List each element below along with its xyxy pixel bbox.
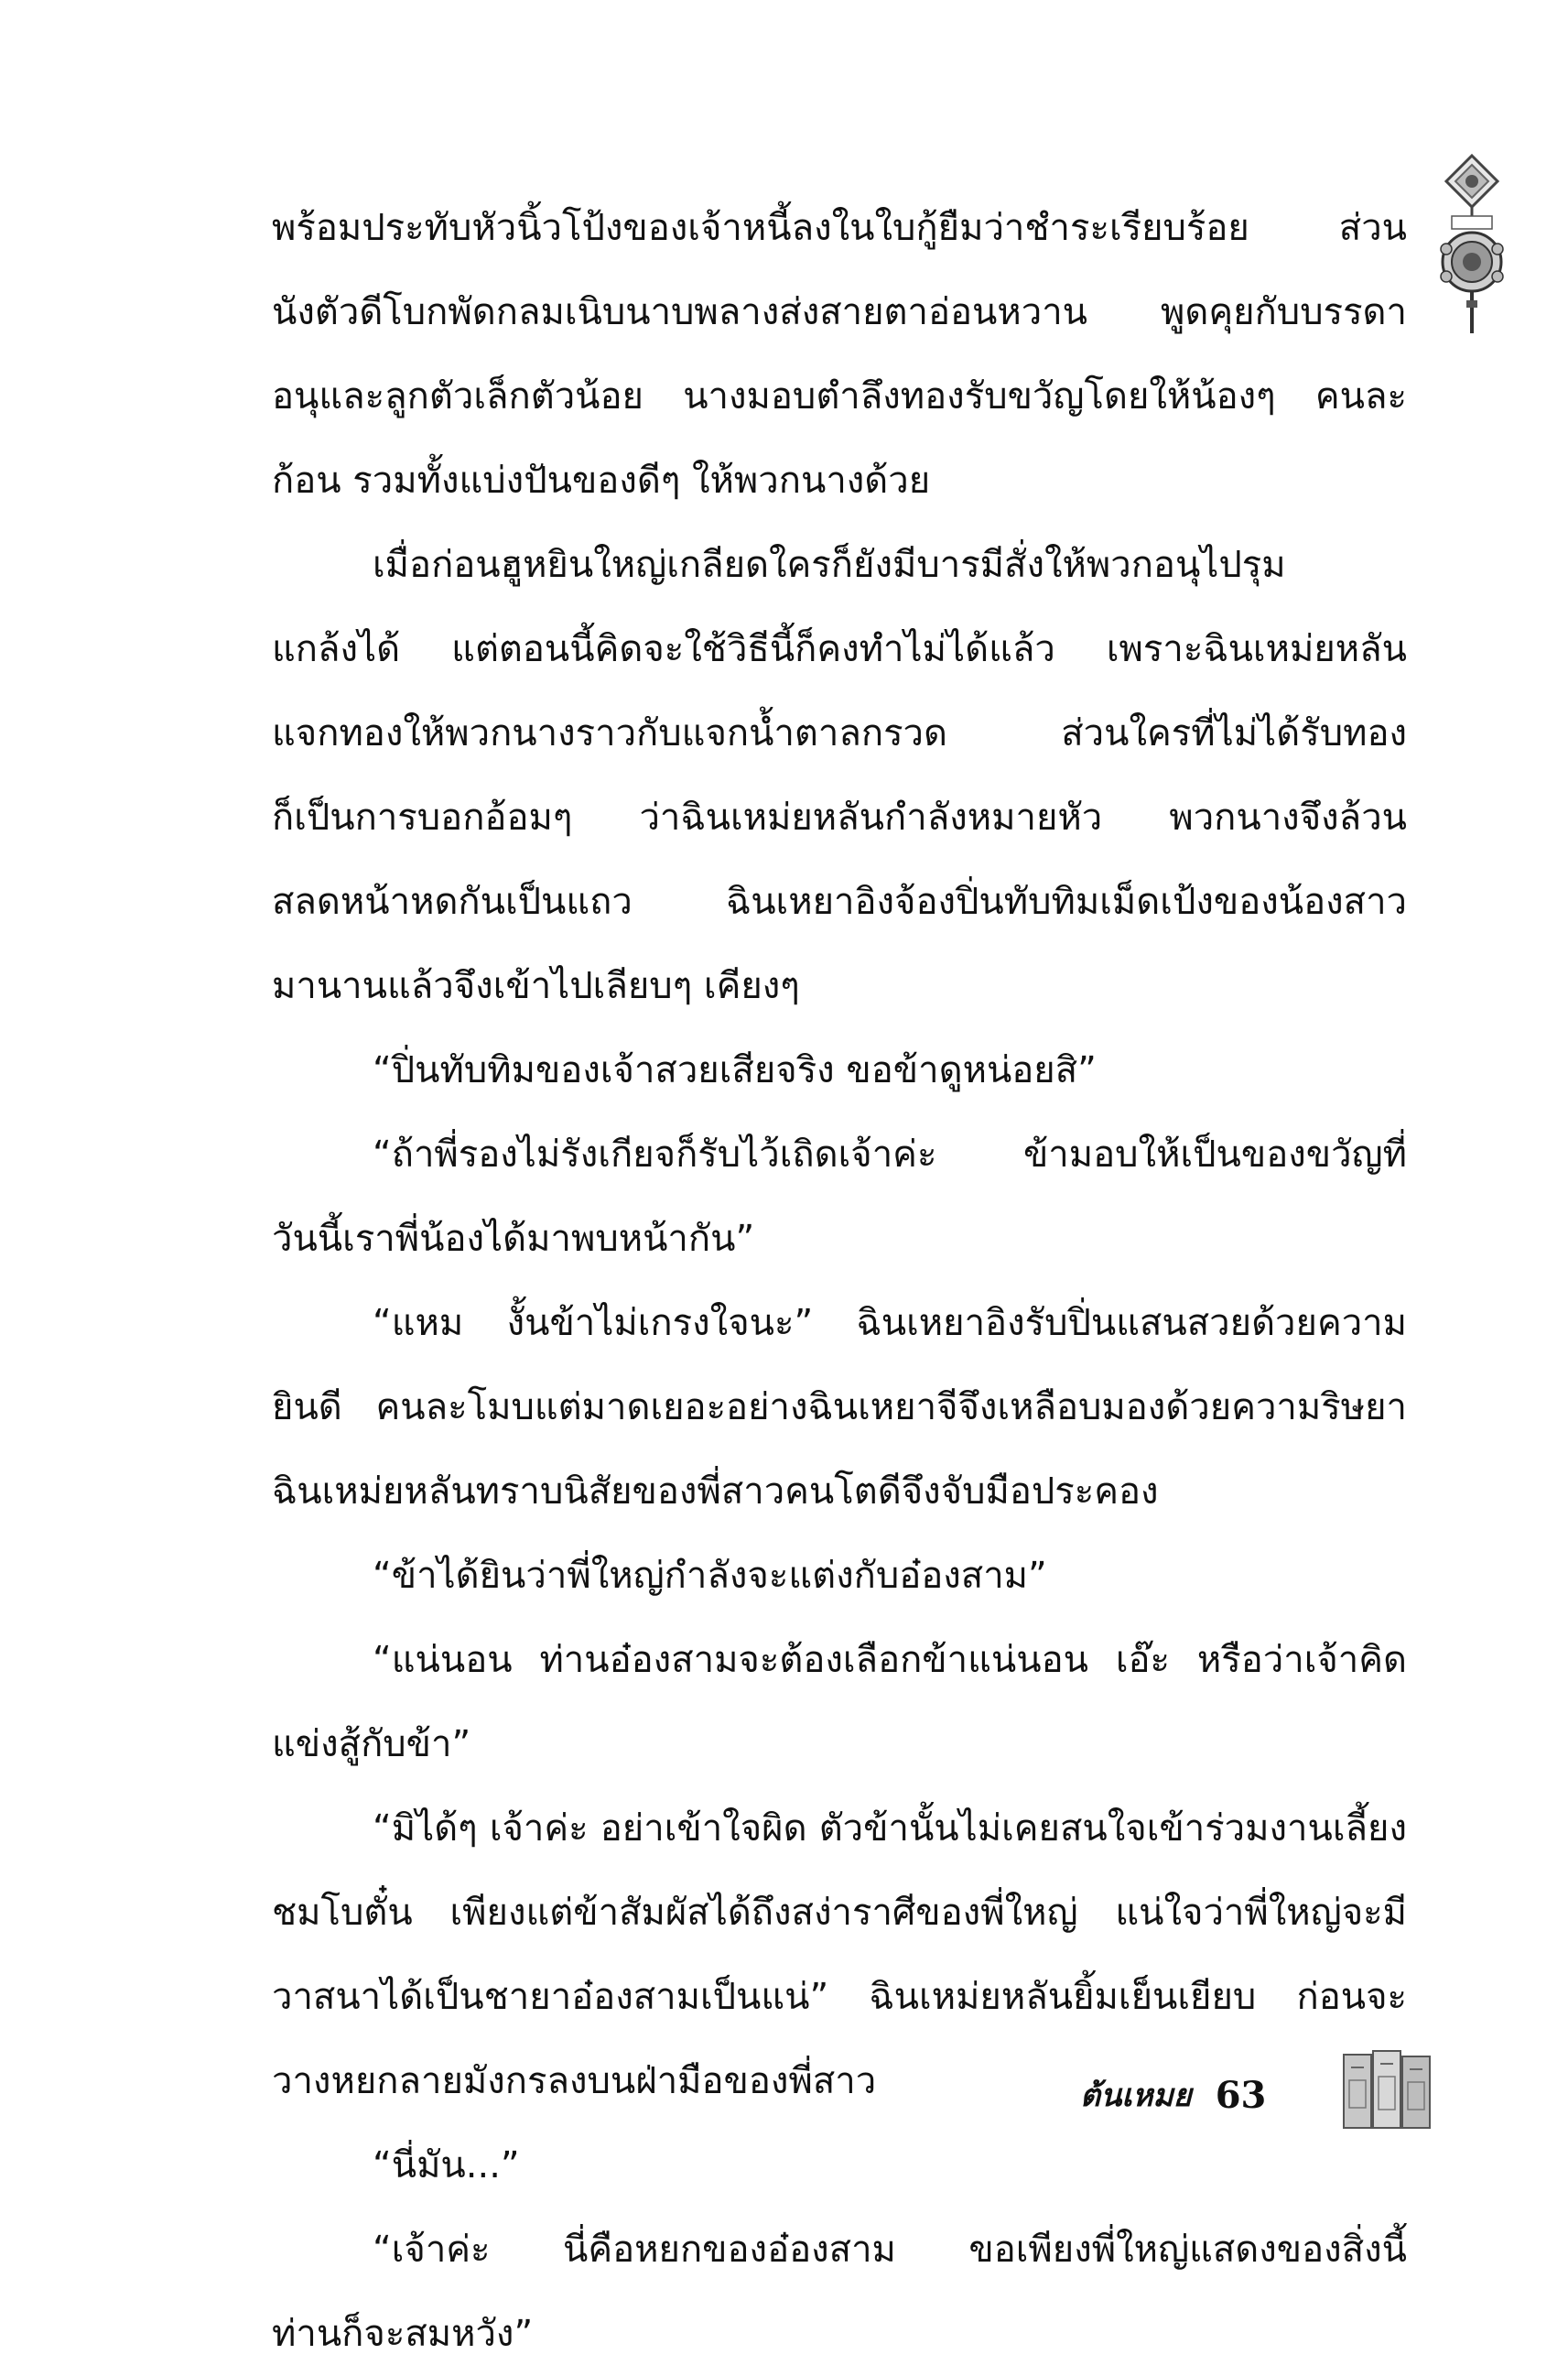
- book-title: ต้นเหมย: [1080, 2078, 1192, 2114]
- text-line: แข่งสู้กับข้า”: [272, 1723, 471, 1765]
- text-line: มานานแล้วจึงเข้าไปเลียบๆ เคียงๆ: [272, 965, 800, 1007]
- text-line: “ข้าได้ยินว่าพี่ใหญ่กำลังจะแต่งกับอ๋องสาม”: [373, 1555, 1047, 1597]
- text-line: วันนี้เราพี่น้องได้มาพบหน้ากัน”: [272, 1218, 755, 1260]
- text-line: ท่านก็จะสมหวัง”: [272, 2313, 534, 2355]
- page-footer: [1080, 2058, 1266, 2132]
- page-number: 63: [1215, 2073, 1267, 2117]
- chinese-knot-ornament-icon: [1439, 154, 1505, 337]
- stacked-books-icon: [1342, 2049, 1433, 2132]
- text-line: “ถ้าพี่รองไม่รังเกียจก็รับไว้เถิดเจ้าค่ะ ข้ามอบให้เป็นของขวัญที่: [373, 1134, 1407, 1176]
- text-line: อนุและลูกตัวเล็กตัวน้อย นางมอบตำลึงทองรับขวัญโดยให้น้องๆ คนละ: [272, 375, 1407, 418]
- text-line: “นี่มัน...”: [373, 2144, 520, 2186]
- text-line: นังตัวดีโบกพัดกลมเนิบนาบพลางส่งสายตาอ่อนหวาน พูดคุยกับบรรดา: [272, 291, 1407, 333]
- text-line: วาสนาได้เป็นชายาอ๋องสามเป็นแน่” ฉินเหม่ยหลันยิ้มเย็นเยียบ ก่อนจะ: [272, 1976, 1407, 2018]
- text-line: “มิได้ๆ เจ้าค่ะ อย่าเข้าใจผิด ตัวข้านั้นไม่เคยสนใจเข้าร่วมงานเลี้ยง: [373, 1807, 1407, 1850]
- text-line: พร้อมประทับหัวนิ้วโป้งของเจ้าหนี้ลงในใบกู้ยืมว่าชำระเรียบร้อย ส่วน: [272, 207, 1407, 249]
- text-line: ก็เป็นการบอกอ้อมๆ ว่าฉินเหม่ยหลันกำลังหมายหัว พวกนางจึงล้วน: [272, 797, 1407, 839]
- text-line: แกล้งได้ แต่ตอนนี้คิดจะใช้วิธีนี้ก็คงทำไม่ได้แล้ว เพราะฉินเหม่ยหลัน: [272, 628, 1407, 670]
- text-line: เมื่อก่อนฮูหยินใหญ่เกลียดใครก็ยังมีบารมีสั่งให้พวกอนุไปรุม: [373, 544, 1286, 586]
- text-line: ก้อน รวมทั้งแบ่งปันของดีๆ ให้พวกนางด้วย: [272, 460, 931, 502]
- text-line: สลดหน้าหดกันเป็นแถว ฉินเหยาอิงจ้องปิ่นทับทิมเม็ดเป้งของน้องสาว: [272, 881, 1407, 923]
- body-text: [272, 186, 1407, 2376]
- text-line: ยินดี คนละโมบแต่มาดเยอะอย่างฉินเหยาจีจึงเหลือบมองด้วยความริษยา: [272, 1386, 1407, 1428]
- text-line: “แน่นอน ท่านอ๋องสามจะต้องเลือกข้าแน่นอน เอ๊ะ หรือว่าเจ้าคิด: [373, 1639, 1407, 1681]
- text-line: “แหม งั้นข้าไม่เกรงใจนะ” ฉินเหยาอิงรับปิ่นแสนสวยด้วยความ: [373, 1302, 1407, 1344]
- text-line: แจกทองให้พวกนางราวกับแจกน้ำตาลกรวด ส่วนใครที่ไม่ได้รับทอง: [272, 712, 1407, 754]
- text-line: วางหยกลายมังกรลงบนฝ่ามือของพี่สาว: [272, 2060, 877, 2102]
- text-line: “เจ้าค่ะ นี่คือหยกของอ๋องสาม ขอเพียงพี่ใหญ่แสดงของสิ่งนี้: [373, 2229, 1407, 2271]
- text-line: ชมโบตั๋น เพียงแต่ข้าสัมผัสได้ถึงสง่าราศีของพี่ใหญ่ แน่ใจว่าพี่ใหญ่จะมี: [272, 1892, 1407, 1934]
- text-line: ฉินเหม่ยหลันทราบนิสัยของพี่สาวคนโตดีจึงจับมือประคอง: [272, 1470, 1159, 1513]
- text-line: “ปิ่นทับทิมของเจ้าสวยเสียจริง ขอข้าดูหน่อยสิ”: [373, 1049, 1097, 1091]
